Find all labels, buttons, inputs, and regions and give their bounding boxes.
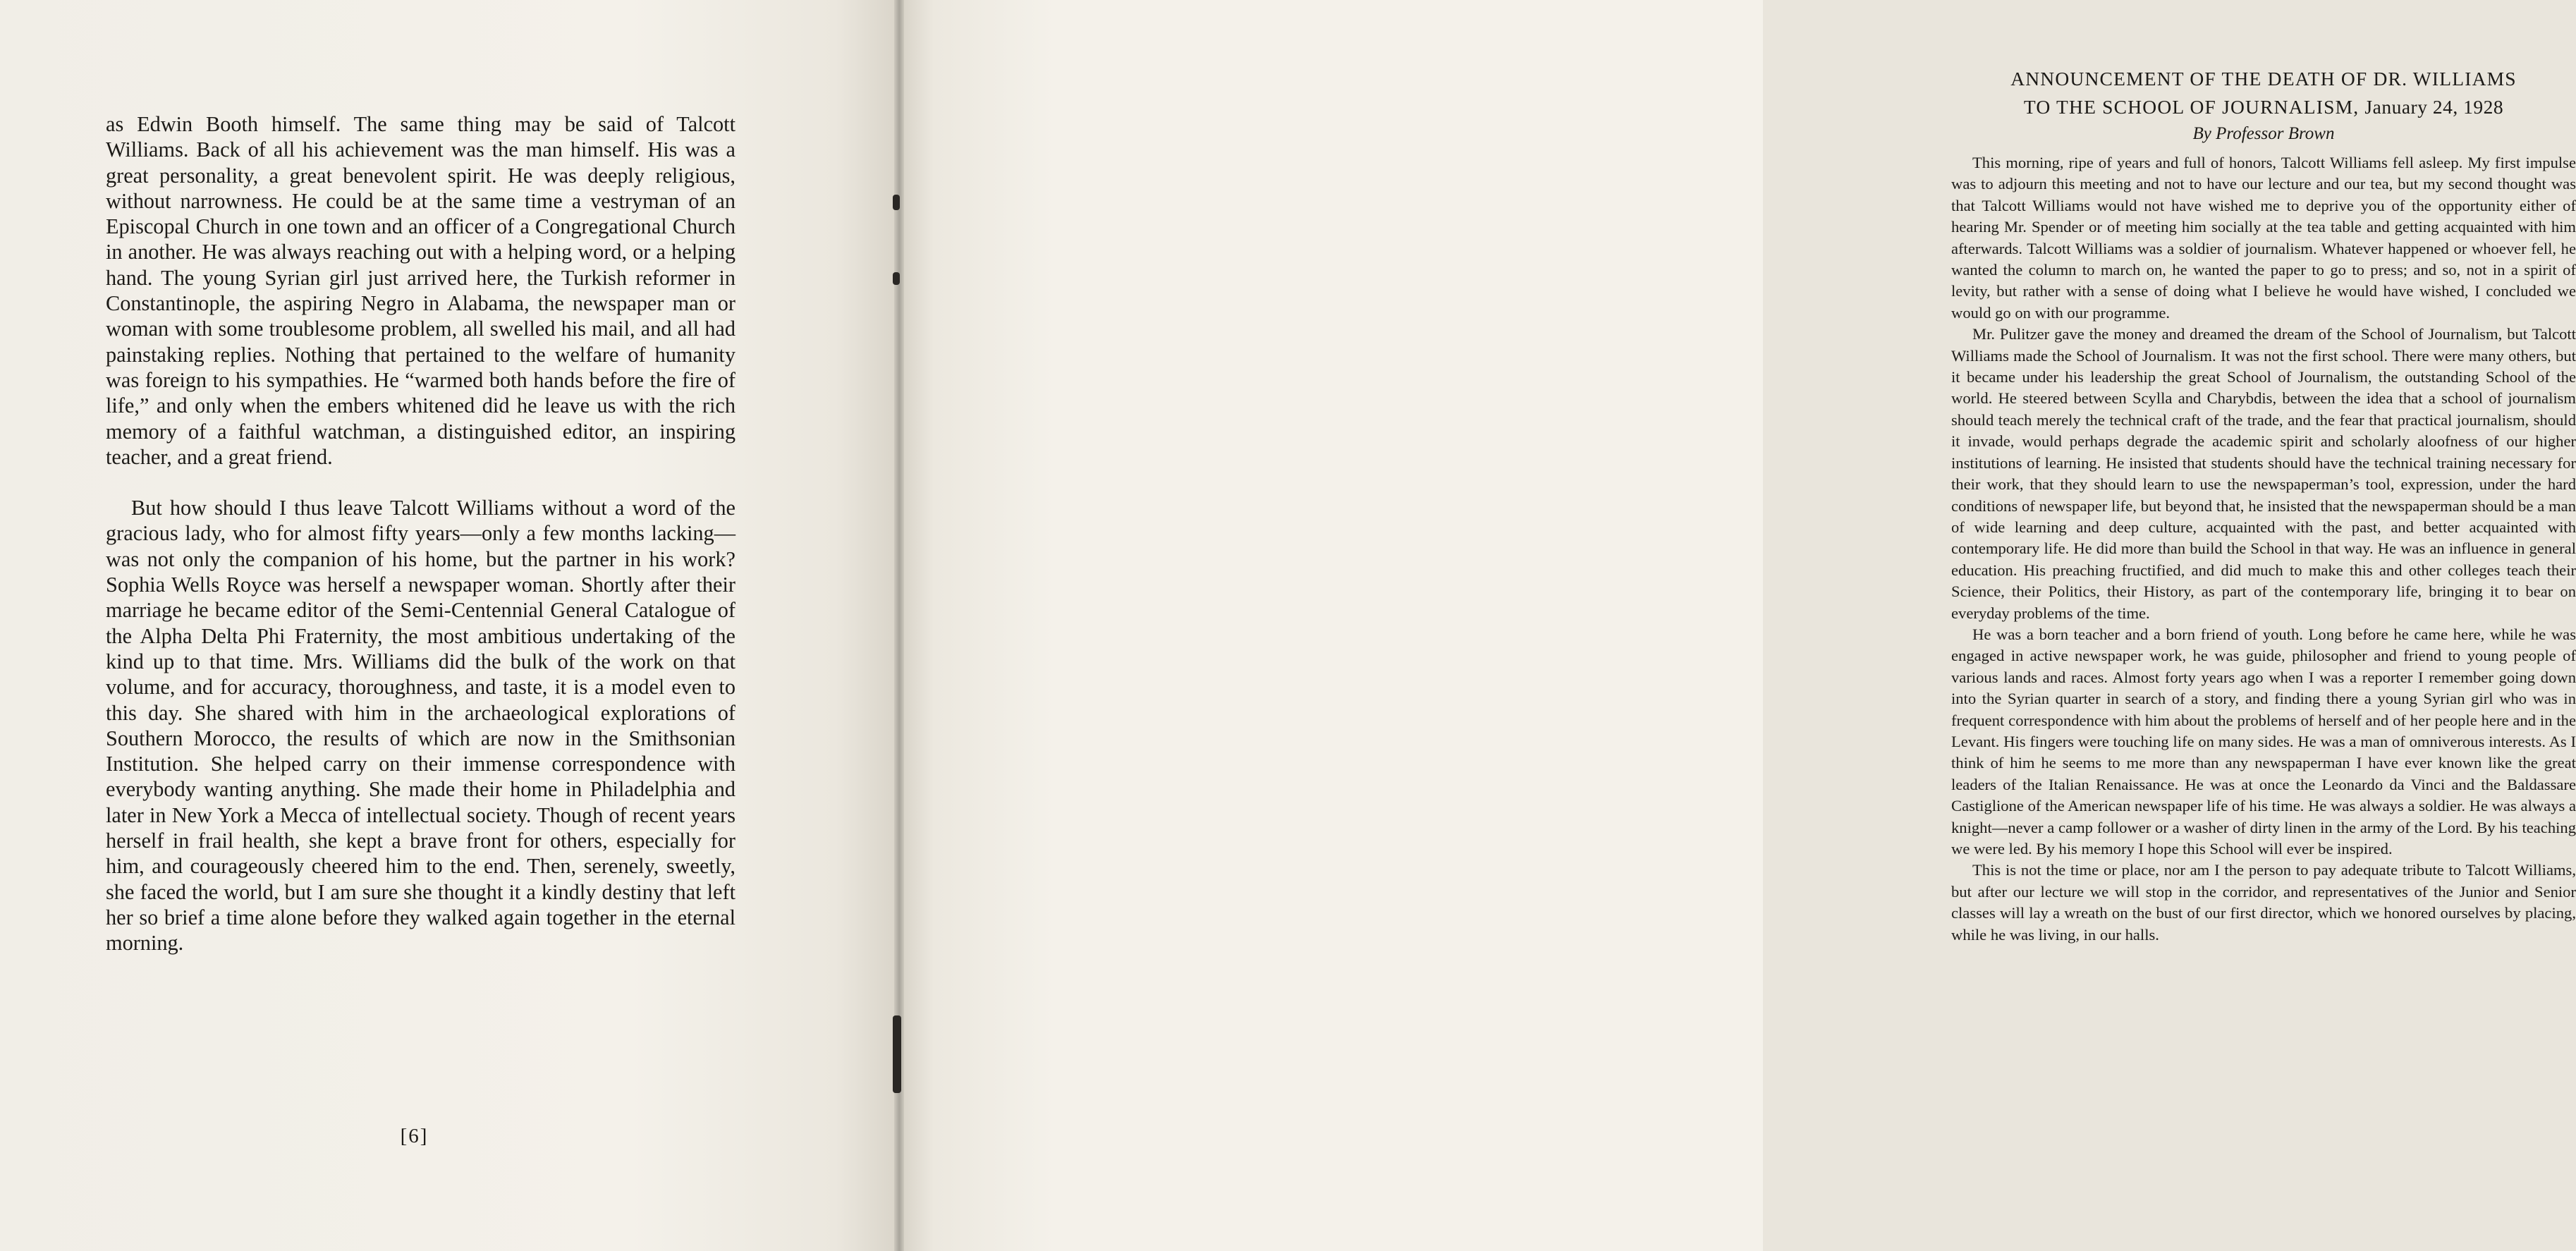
headline-line-1: ANNOUNCEMENT OF THE DEATH OF DR. WILLIAMS (2010, 68, 2517, 90)
right-page-body (1951, 65, 2576, 946)
article-text (1951, 152, 2576, 946)
right-paragraph-1: This morning, ripe of years and full of honors, Talcott Williams fell asleep. My first impulse was to adjourn this meeting and not to have our lecture and our tea, but my second thought was that Talcott Williams would not have wished me to deprive you of the opportunity either of hearing Mr. Spender or of meeting him socially at the tea table and getting acquainted with him afterwards. Talcott Williams was a soldier of journalism. Whatever happened or whoever fell, he wanted the column to march on, he wanted the paper to go to press; and so, not in a spirit of levity, but rather with a sense of doing what I believe he would have wished, I concluded we would go on with our programme. (1951, 154, 2576, 322)
headline (1951, 65, 2576, 121)
page-number: [6] (400, 1125, 429, 1147)
right-paragraph-3: He was a born teacher and a born friend of youth. Long before he came here, while he was engaged in active newspaper work, he was guide, philosopher and friend to young people of various lands and races. Almost forty years ago when I was a reporter I remember going down into the Syrian quarter in search of a story, and finding there a young Syrian girl who was in frequent correspondence with him about the problems of herself and of her people here and in the Levant. His fingers were touching life on many sides. He was a man of omniverous interests. As I think of him he seems to me more than any newspaperman I have ever known like the great leaders of the Italian Renaissance. He was at once the Leonardo da Vinci and the Baldassare Castiglione of the American newspaper life of his time. He was always a soldier. He was always a knight—never a camp follower or a washer of dirty linen in the army of the Lord. By his teaching we were led. By his memory I hope this School will ever be inspired. (1951, 625, 2576, 858)
headline-line-2: TO THE SCHOOL OF JOURNALISM, (2023, 96, 2360, 118)
binding-stitch (893, 272, 900, 285)
left-page (0, 0, 899, 1251)
right-page (899, 0, 2576, 1251)
right-paragraph-2: Mr. Pulitzer gave the money and dreamed the dream of the School of Journalism, but Talcott Williams made the School of Journalism. It was not the first school. There were many others, but it became under his leadership the great School of Journalism, the outstanding School of the world. He steered between Scylla and Charybdis, between the idea that a school of journalism should teach merely the technical craft of the trade, and the fear that practical journalism, should it invade, would perhaps degrade the academic spirit and scholarly aloofness of our higher institutions of learning. He insisted that students should have the technical training necessary for their work, that they should learn to use the newspaperman’s tool, expression, under the hard conditions of newspaper life, but beyond that, he insisted that the newspaperman should be a man of wide learning and deep culture, acquainted with the past, and better acquainted with contemporary life. He did more than build the School in that way. He was an influence in general education. His preaching fructified, and did much to make this and other colleges teach their Science, their Politics, their History, as part of the contemporary life, bringing it to bear on everyday problems of the time. (1951, 325, 2576, 622)
binding-stitch (893, 1015, 901, 1093)
left-paragraph-1: as Edwin Booth himself. The same thing may be said of Talcott Williams. Back of all his achievement was the man himself. His was a great personality, a great benevolent spirit. He was deeply religious, without narrowness. He could be at the same time a vestryman of an Episcopal Church in one town and an officer of a Congregational Church in another. He was always reaching out with a helping word, or a helping hand. The young Syrian girl just arrived here, the Turkish reformer in Constantinople, the aspiring Negro in Alabama, the newspaper man or woman with some troublesome problem, all swelled his mail, and all had painstaking replies. Nothing that pertained to the welfare of humanity was foreign to his sympathies. He “warmed both hands before the fire of life,” and only when the embers whitened did he leave us with the rich memory of a faithful watchman, a distinguished editor, an inspiring teacher, and a great friend. (106, 112, 735, 469)
binding-stitch (893, 195, 900, 210)
left-page-body (106, 111, 735, 956)
byline: By Professor Brown (2192, 124, 2335, 143)
right-paragraph-4: This is not the time or place, nor am I the person to pay adequate tribute to Talcott Williams, but after our lecture we will stop in the corridor, and representatives of the Junior and Senior classes will lay a wreath on the bust of our first director, which we honored ourselves by placing, while he was living, in our halls. (1951, 861, 2576, 944)
headline-date: January 24, 1928 (2364, 96, 2504, 118)
left-paragraph-2: But how should I thus leave Talcott Williams without a word of the gracious lady, who for almost fifty years—only a few months lacking—was not only the companion of his home, but the partner in his work? Sophia Wells Royce was herself a newspaper woman. Shortly after their marriage he became editor of the Semi-Centennial General Catalogue of the Alpha Delta Phi Fraternity, the most ambitious undertaking of the kind up to that time. Mrs. Williams did the bulk of the work on that volume, and for accuracy, thoroughness, and taste, it is a model even to this day. She shared with him in the archaeological explorations of Southern Morocco, the results of which are now in the Smithsonian Institution. She helped carry on their immense correspondence with everybody wanting anything. She made their home in Philadelphia and later in New York a Mecca of intellectual society. Though of recent years herself in frail health, she kept a brave front for others, especially for him, and courageously cheered him to the end. Then, serenely, sweetly, she faced the world, but I am sure she thought it a kindly destiny that left her so brief a time alone before they walked again together in the eternal morning. (106, 496, 735, 956)
